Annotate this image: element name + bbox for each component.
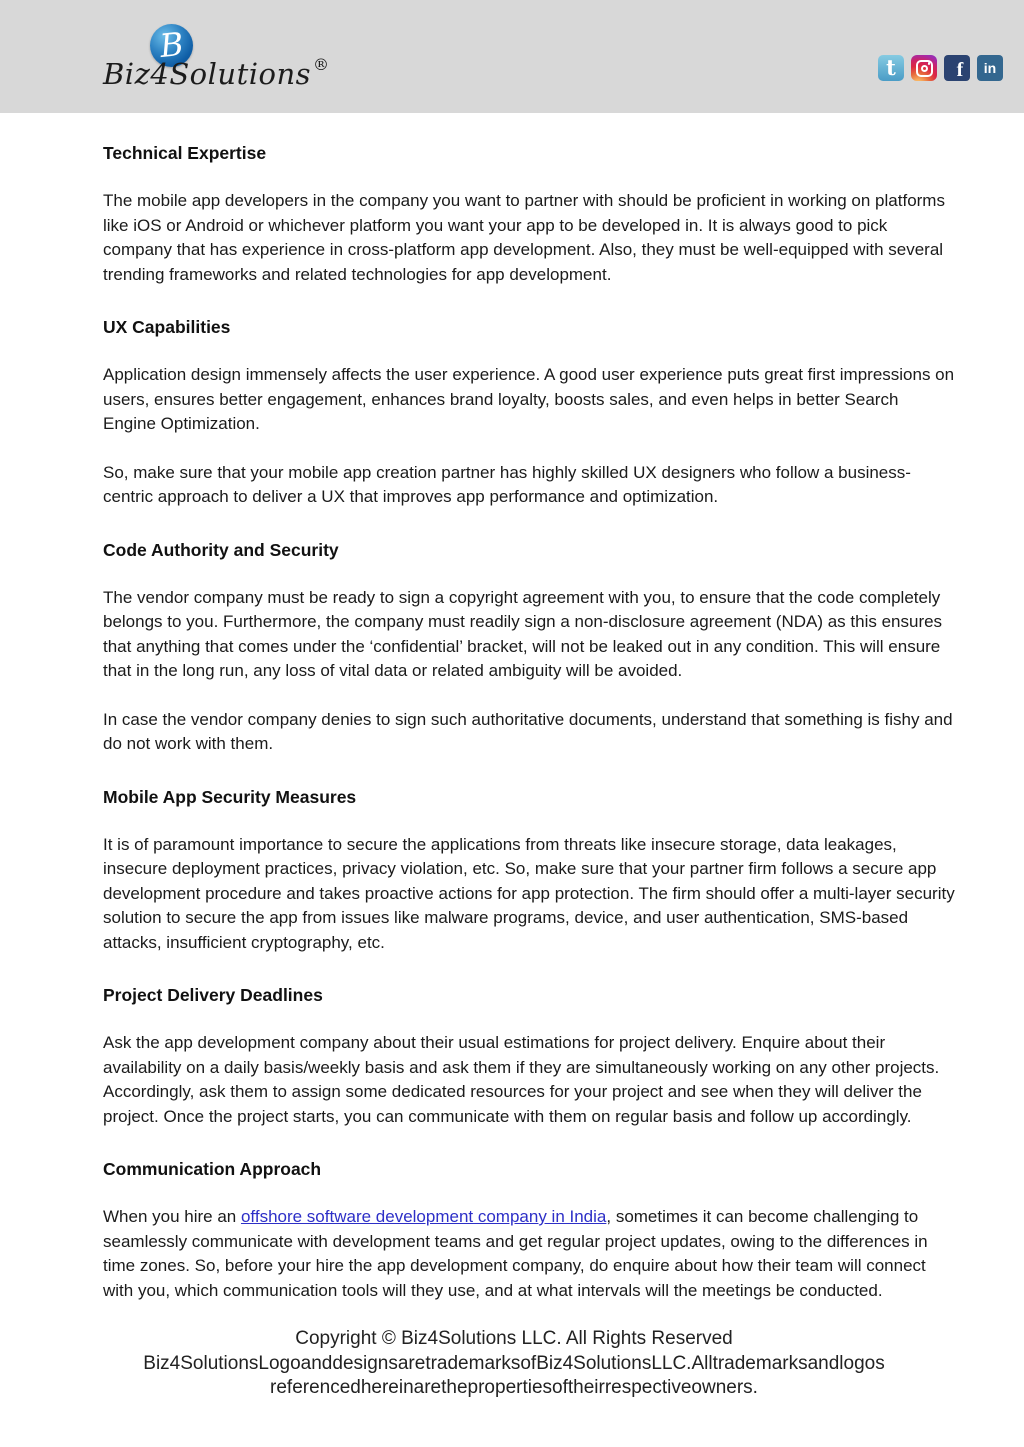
- paragraph-with-link: [103, 1205, 955, 1303]
- linkedin-icon[interactable]: [977, 55, 1003, 81]
- text-after-link: , sometimes it can become challenging to seamlessly communicate with development teams and get regular project updates, owing to the differences in time zones. So, before your hire the app development company, do enquire about how their team will connect with you, which communication tools will they use, and at what intervals will the meetings be conducted.: [103, 1207, 928, 1300]
- paragraph: Application design immensely affects the user experience. A good user experience puts great first impressions on users, ensures better engagement, enhances brand loyalty, boosts sales, and even helps in better Search Engine Optimization.: [103, 365, 955, 433]
- camera-glyph: [916, 60, 933, 77]
- offshore-company-link[interactable]: offshore software development company in India: [240, 1207, 607, 1226]
- document-body: [103, 142, 955, 1303]
- paragraph: The vendor company must be ready to sign a copyright agreement with you, to ensure that the code completely belongs to you. Furthermore, the company must readily sign a non-disclosure agreement (NDA) as this ensures that anything that comes under the ‘confidential’ bracket, will not be leaked out in any condition. This will ensure that in the long run, any loss of vital data or related ambiguity will be avoided.: [103, 587, 943, 680]
- social-links: [878, 55, 1003, 81]
- registered-trademark-symbol: ®: [313, 55, 330, 74]
- brand-name: Biz4Solutions: [103, 57, 312, 91]
- camera-flash-dot: [928, 62, 931, 65]
- paragraph: In case the vendor company denies to sign such authoritative documents, understand that something is fishy and do not work with them.: [103, 709, 953, 753]
- copyright-footer: [88, 1327, 940, 1401]
- footer-line: Biz4SolutionsLogoanddesignsaretrademarksofBiz4SolutionsLLC.Alltrademarksandlogos: [143, 1352, 885, 1374]
- section-heading-communication-approach: Communication Approach: [103, 1159, 322, 1179]
- footer-line: referencedhereinarethepropertiesoftheirrespectiveowners.: [270, 1377, 758, 1398]
- text-before-link: When you hire an: [103, 1207, 241, 1226]
- facebook-glyph: f: [956, 58, 964, 81]
- brand-wordmark: [103, 55, 330, 91]
- section-heading-ux-capabilities: UX Capabilities: [103, 317, 231, 337]
- twitter-icon[interactable]: [878, 55, 904, 81]
- biz4solutions-logo: [103, 0, 333, 113]
- linkedin-glyph: in: [983, 60, 997, 76]
- section-heading-code-authority-and-security: Code Authority and Security: [103, 539, 339, 560]
- paragraph: It is of paramount importance to secure the applications from threats like insecure storage, data leakages, insecure deployment practices, privacy violation, etc. So, make sure that your partner firm follows a secure app development procedure and takes proactive actions for app protection. The firm should offer a multi-layer security solution to secure the app from issues like malware programs, device, and user authentication, SMS-based attacks, insufficient cryptography, etc.: [103, 834, 955, 952]
- section-heading-project-delivery-deadlines: Project Delivery Deadlines: [103, 985, 323, 1005]
- paragraph: Ask the app development company about their usual estimations for project delivery. Enquire about their availability on a daily basis/weekly basis and ask them if they are simultaneously working on any other projects. Accordingly, ask them to assign some dedicated resources for your project and see when they will deliver the project. Once the project starts, you can communicate with them on regular basis and follow up accordingly.: [103, 1033, 940, 1126]
- facebook-icon[interactable]: [944, 55, 970, 81]
- camera-lens: [921, 65, 928, 72]
- page-header: [0, 0, 1024, 113]
- paragraph: So, make sure that your mobile app creation partner has highly skilled UX designers who follow a business-centric approach to deliver a UX that improves app performance and optimization.: [103, 462, 911, 506]
- twitter-glyph: t: [886, 55, 896, 80]
- footer-line: Copyright © Biz4Solutions LLC. All Rights Reserved: [295, 1328, 733, 1349]
- section-heading-mobile-app-security-measures: Mobile App Security Measures: [103, 786, 357, 807]
- paragraph: The mobile app developers in the company you want to partner with should be proficient in working on platforms like iOS or Android or whichever platform you want your app to be developed in. It is always good to pick company that has experience in cross-platform app development. Also, they must be well-equipped with several trending frameworks and related technologies for app development.: [103, 191, 945, 284]
- instagram-icon[interactable]: [911, 55, 937, 81]
- section-heading-technical-expertise: Technical Expertise: [103, 143, 267, 163]
- logo-monogram: B: [157, 24, 186, 65]
